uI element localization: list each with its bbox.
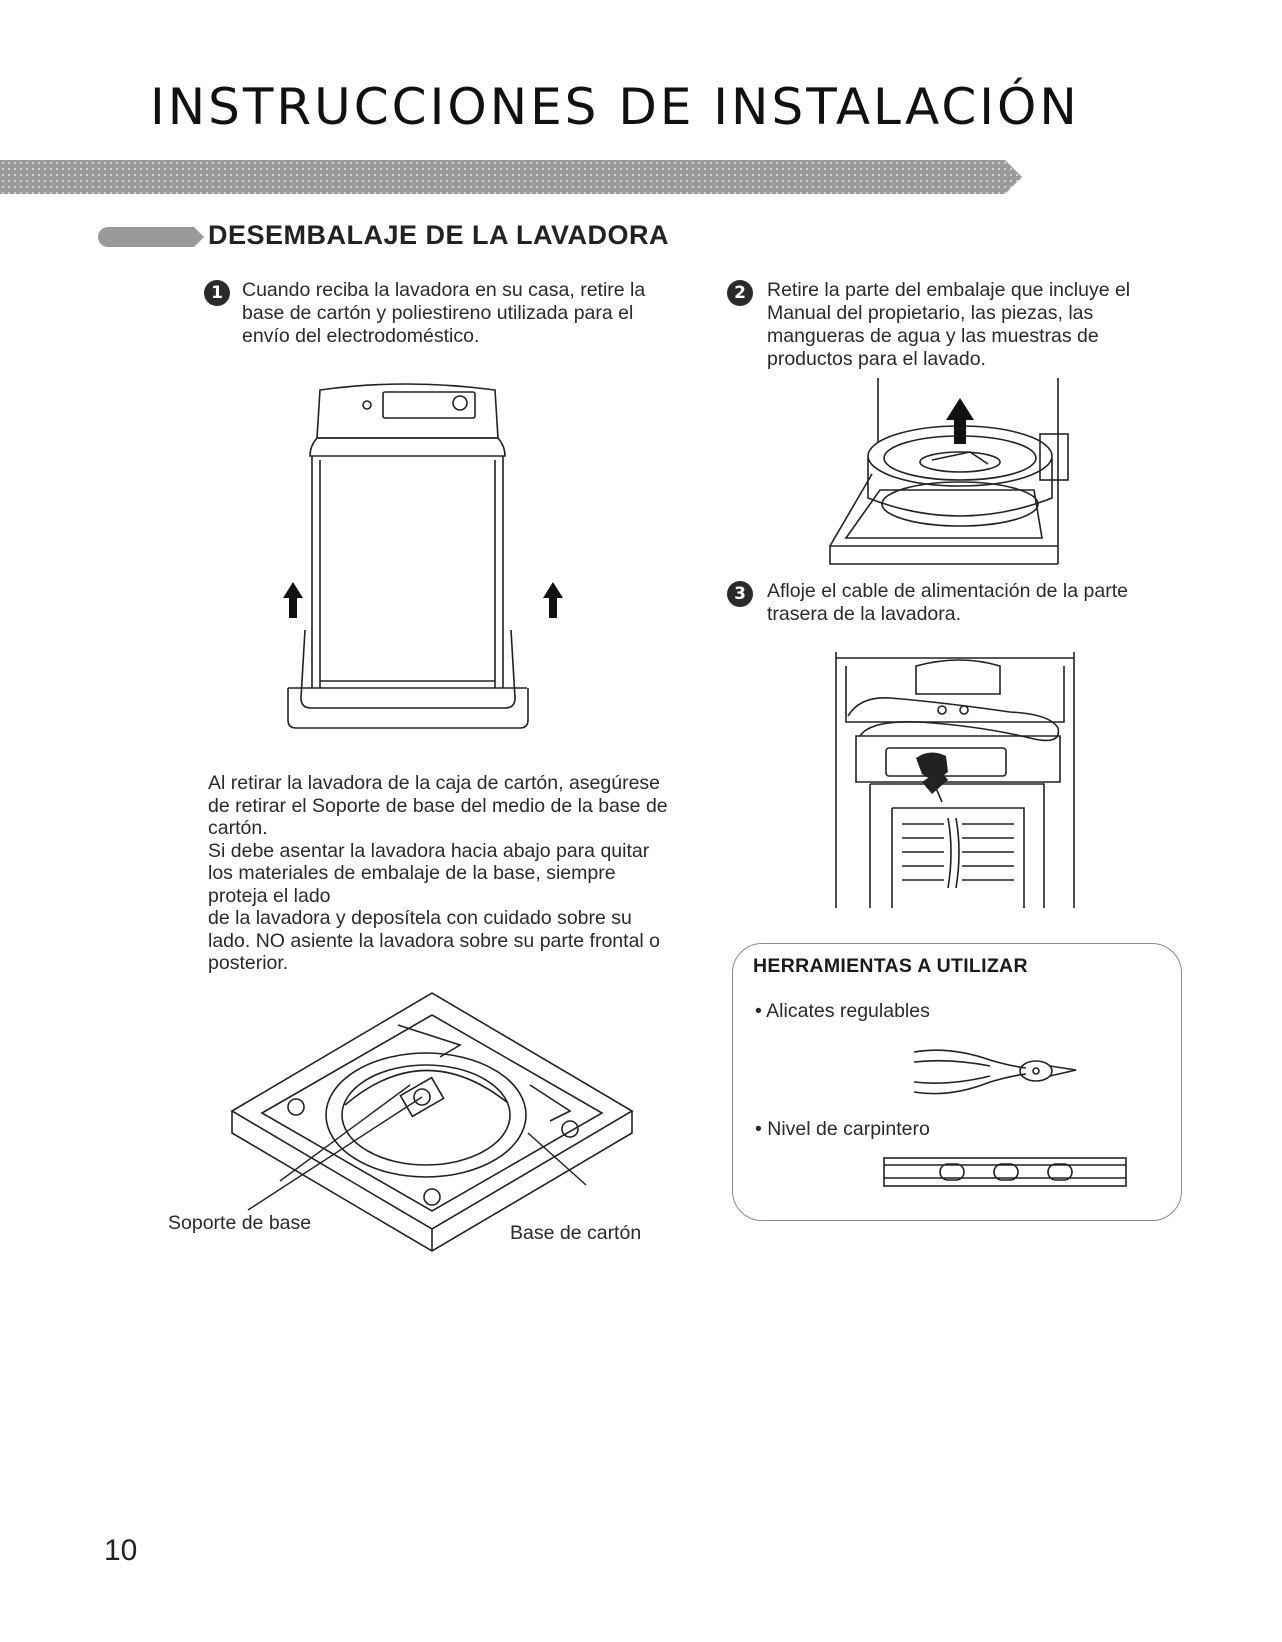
base-support-label: Soporte de base: [168, 1212, 312, 1234]
paragraph-line-2: Si debe asentar la lavadora hacia abajo para quitar los materiales de embalaje de la base, siempre proteja el lado: [208, 839, 650, 907]
step-1-badge: 1: [204, 280, 230, 306]
tools-title: HERRAMIENTAS A UTILIZAR: [753, 955, 1028, 977]
tool-item-pliers: [755, 1000, 930, 1023]
step-2-text: Retire la parte del embalaje que incluye el Manual del propietario, las piezas, las mangueras de agua y las muestras de productos para el lavado.: [767, 279, 1131, 370]
power-cord-illustration: [830, 652, 1080, 912]
step-2-badge: 2: [727, 280, 753, 306]
bullet-icon: •: [755, 1118, 768, 1140]
tool-item-label: Alicates regulables: [766, 1000, 930, 1022]
step-3-text: Afloje el cable de alimentación de la parte trasera de la lavadora.: [767, 580, 1128, 625]
cardboard-base-label: Base de cartón: [510, 1222, 642, 1244]
section-title: DESEMBALAJE DE LA LAVADORA: [208, 220, 670, 250]
tool-item-label: Nivel de carpintero: [767, 1118, 930, 1140]
page-title: INSTRUCCIONES DE INSTALACIÓN: [150, 78, 1080, 136]
spirit-level-icon: [880, 1152, 1130, 1192]
bullet-icon: •: [755, 1000, 767, 1022]
tub-packing-illustration: [820, 378, 1080, 568]
title-band: [0, 160, 1024, 194]
unpacking-paragraph: [208, 772, 678, 975]
page-number: 10: [104, 1534, 138, 1567]
section-marker: [98, 227, 204, 247]
paragraph-line-3: de la lavadora y deposítela con cuidado sobre su lado. NO asiente la lavadora sobre su parte frontal o posterior.: [208, 907, 661, 974]
pliers-icon: [910, 1042, 1080, 1102]
washer-lift-illustration: [265, 378, 575, 738]
step-1-text: Cuando reciba la lavadora en su casa, retire la base de cartón y poliestireno utilizada para el envío del electrodoméstico.: [242, 279, 646, 347]
tool-item-level: [755, 1118, 930, 1141]
step-3-badge: 3: [727, 581, 753, 607]
paragraph-line-1: Al retirar la lavadora de la caja de cartón, asegúrese de retirar el Soporte de base del medio de la base de cartón.: [208, 772, 668, 839]
